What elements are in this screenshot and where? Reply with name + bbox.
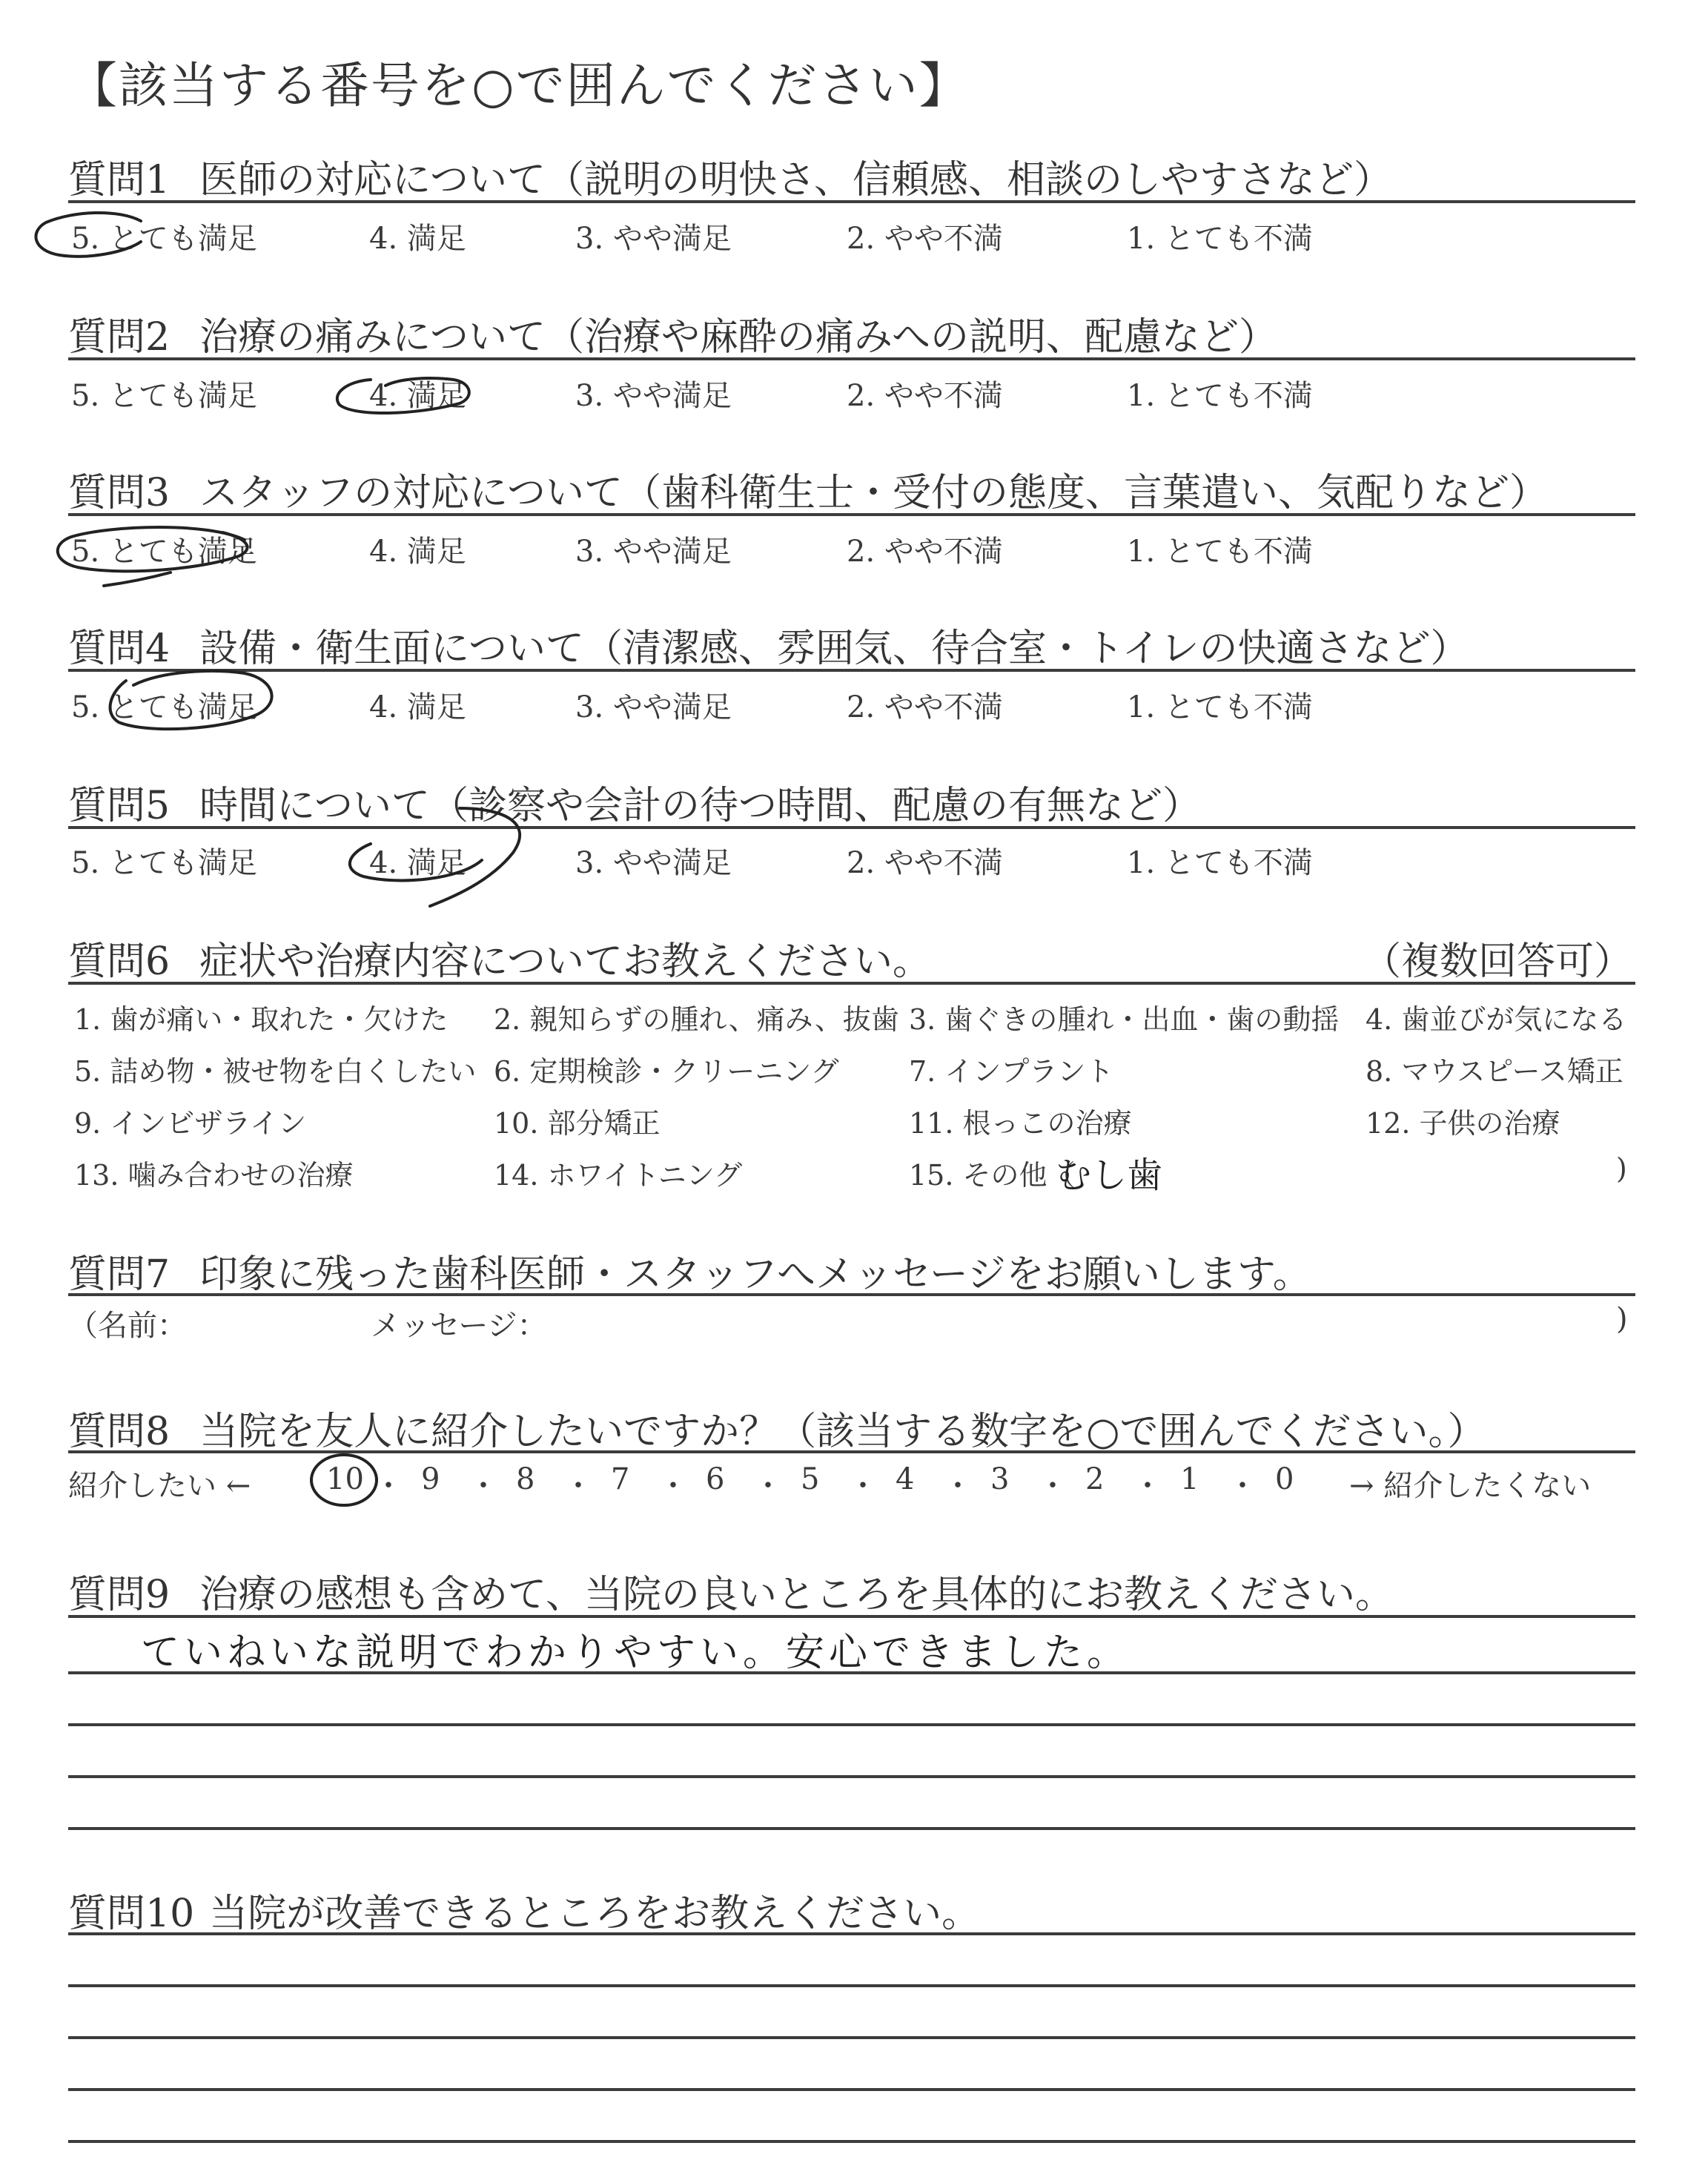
q4-option-2[interactable]: 2. やや不満 (847, 690, 1003, 724)
q8-scale-separator: ・ (848, 1469, 878, 1503)
divider (68, 200, 1635, 203)
q3-option-3[interactable]: 3. やや満足 (575, 535, 732, 569)
q3-option-4[interactable]: 4. 満足 (369, 535, 466, 569)
q6-option-9[interactable]: 9. インビザライン (74, 1107, 307, 1140)
q5-option-2[interactable]: 2. やや不満 (847, 846, 1003, 880)
q8-scale-7[interactable]: 7 (611, 1462, 630, 1496)
question-6-title (68, 930, 931, 985)
question-8-title (68, 1400, 1486, 1456)
q8-scale-separator: ・ (658, 1469, 688, 1503)
divider (68, 982, 1635, 985)
q6-option-1[interactable]: 1. 歯が痛い・取れた・欠けた (74, 1003, 448, 1036)
answer-line (68, 2088, 1635, 2091)
q8-scale-3[interactable]: 3 (990, 1462, 1010, 1496)
answer-line (68, 1723, 1635, 1726)
q3-option-5[interactable]: 5. とても満足 (71, 535, 257, 569)
question-text: 当院が改善できるところをお教えください。 (209, 1892, 981, 1936)
question-label: 質問7 (68, 1252, 171, 1297)
answer-line (68, 1827, 1635, 1830)
question-label: 質問8 (68, 1410, 171, 1454)
q7-message-label: メッセージ： (371, 1309, 547, 1343)
q2-option-3[interactable]: 3. やや満足 (575, 379, 732, 413)
q2-option-2[interactable]: 2. やや不満 (847, 379, 1003, 413)
q8-scale-separator: ・ (563, 1469, 593, 1503)
question-7-title (68, 1243, 1311, 1298)
question-text: 治療の感想も含めて、当院の良いところを具体的にお教えください。 (199, 1573, 1394, 1617)
q8-scale-4[interactable]: 4 (896, 1462, 915, 1496)
question-3-title (68, 461, 1548, 517)
divider (68, 513, 1635, 516)
q8-scale-9[interactable]: 9 (421, 1462, 440, 1496)
question-1-title (68, 148, 1392, 204)
q2-option-5[interactable]: 5. とても満足 (71, 379, 257, 413)
q7-name-label: （名前： (68, 1309, 187, 1343)
q8-scale-separator: ・ (374, 1469, 403, 1503)
q8-scale-separator: ・ (469, 1469, 498, 1503)
q6-option-4[interactable]: 4. 歯並びが気になる (1366, 1003, 1627, 1036)
q4-option-3[interactable]: 3. やや満足 (575, 690, 732, 724)
question-text: 当院を友人に紹介したいですか？（該当する数字を○で囲んでください。） (199, 1410, 1486, 1454)
q5-option-5[interactable]: 5. とても満足 (71, 846, 257, 880)
question-label: 質問10 (68, 1892, 195, 1936)
q8-scale-6[interactable]: 6 (706, 1462, 725, 1496)
q6-other-answer[interactable]: むし歯 (1056, 1155, 1163, 1196)
q3-option-2[interactable]: 2. やや不満 (847, 535, 1003, 569)
multiple-answer-note: （複数回答可） (1363, 939, 1633, 984)
question-label: 質問4 (68, 627, 171, 671)
question-label: 質問9 (68, 1573, 171, 1617)
q6-other-close-paren: ) (1616, 1152, 1627, 1185)
form-title: 【該当する番号を○で囲んでください】 (68, 57, 970, 114)
divider (68, 1293, 1635, 1296)
question-label: 質問3 (68, 471, 171, 515)
q8-scale-1[interactable]: 1 (1180, 1462, 1199, 1496)
answer-line (68, 2036, 1635, 2039)
answer-line (68, 1615, 1635, 1618)
q8-left-label: 紹介したい ← (68, 1469, 251, 1503)
q2-option-1[interactable]: 1. とても不満 (1127, 379, 1313, 413)
q1-option-5[interactable]: 5. とても満足 (71, 222, 257, 256)
q8-scale-separator: ・ (1228, 1469, 1257, 1503)
q4-option-4[interactable]: 4. 満足 (369, 690, 466, 724)
q6-option-6[interactable]: 6. 定期検診・クリーニング (494, 1055, 839, 1088)
q8-scale-8[interactable]: 8 (516, 1462, 535, 1496)
q1-option-4[interactable]: 4. 満足 (369, 222, 466, 256)
divider (68, 826, 1635, 829)
q8-right-label: → 紹介したくない (1349, 1469, 1592, 1503)
q3-option-1[interactable]: 1. とても不満 (1127, 535, 1313, 569)
q8-scale-5[interactable]: 5 (801, 1462, 820, 1496)
question-text: 印象に残った歯科医師・スタッフへメッセージをお願いします。 (199, 1252, 1311, 1297)
q8-scale-separator: ・ (1038, 1469, 1068, 1503)
q8-scale-2[interactable]: 2 (1085, 1462, 1105, 1496)
q9-answer[interactable]: ていねいな説明でわかりやすい。安心できました。 (141, 1631, 1131, 1675)
q4-option-1[interactable]: 1. とても不満 (1127, 690, 1313, 724)
q6-option-11[interactable]: 11. 根っこの治療 (909, 1107, 1132, 1140)
q6-option-5[interactable]: 5. 詰め物・被せ物を白くしたい (74, 1055, 477, 1088)
q6-option-15[interactable]: 15. その他（ (909, 1159, 1076, 1192)
question-text: 治療の痛みについて（治療や麻酔の痛みへの説明、配慮など） (199, 315, 1278, 360)
divider (68, 1450, 1635, 1453)
q5-option-1[interactable]: 1. とても不満 (1127, 846, 1313, 880)
q6-option-14[interactable]: 14. ホワイトニング (494, 1159, 743, 1192)
q8-scale-10[interactable]: 10 (326, 1462, 364, 1496)
q6-option-10[interactable]: 10. 部分矯正 (494, 1107, 661, 1140)
q6-option-8[interactable]: 8. マウスピース矯正 (1366, 1055, 1623, 1088)
q8-scale-separator: ・ (943, 1469, 973, 1503)
q6-option-12[interactable]: 12. 子供の治療 (1366, 1107, 1560, 1140)
question-text: 症状や治療内容についてお教えください。 (199, 939, 932, 984)
answer-line (68, 1932, 1635, 1935)
q8-scale-0[interactable]: 0 (1275, 1462, 1294, 1496)
q6-option-13[interactable]: 13. 噛み合わせの治療 (74, 1159, 354, 1192)
q7-close-paren: ) (1616, 1302, 1628, 1336)
question-9-title (68, 1563, 1394, 1619)
question-text: 医師の対応について（説明の明快さ、信頼感、相談のしやすさなど） (199, 158, 1392, 202)
question-label: 質問2 (68, 315, 171, 360)
q5-option-3[interactable]: 3. やや満足 (575, 846, 732, 880)
divider (68, 669, 1635, 672)
question-label: 質問5 (68, 784, 171, 828)
q2-option-4[interactable]: 4. 満足 (369, 379, 466, 413)
q4-option-5[interactable]: 5. とても満足 (71, 690, 257, 724)
q6-option-7[interactable]: 7. インプラント (909, 1055, 1114, 1088)
question-2-title (68, 305, 1277, 361)
question-10-title (68, 1882, 980, 1938)
divider (68, 357, 1635, 360)
q6-option-3[interactable]: 3. 歯ぐきの腫れ・出血・歯の動揺 (909, 1003, 1340, 1036)
q1-option-3[interactable]: 3. やや満足 (575, 222, 732, 256)
answer-line (68, 1984, 1635, 1987)
q6-option-2[interactable]: 2. 親知らずの腫れ、痛み、抜歯 (494, 1003, 899, 1036)
q1-option-1[interactable]: 1. とても不満 (1127, 222, 1313, 256)
q5-option-4[interactable]: 4. 満足 (369, 846, 466, 880)
answer-line (68, 2140, 1635, 2143)
answer-line (68, 1671, 1635, 1674)
answer-line (68, 1775, 1635, 1778)
question-label: 質問1 (68, 158, 171, 202)
q8-scale-separator: ・ (1133, 1469, 1162, 1503)
question-4-title (68, 617, 1469, 673)
question-text: 設備・衛生面について（清潔感、雰囲気、待合室・トイレの快適さなど） (199, 627, 1469, 671)
question-text: スタッフの対応について（歯科衛生士・受付の態度、言葉遣い、気配りなど） (199, 471, 1549, 515)
q1-option-2[interactable]: 2. やや不満 (847, 222, 1003, 256)
q8-scale-separator: ・ (753, 1469, 783, 1503)
question-label: 質問6 (68, 939, 171, 984)
question-text: 時間について（診察や会計の待つ時間、配慮の有無など） (199, 784, 1202, 828)
question-5-title (68, 774, 1201, 830)
